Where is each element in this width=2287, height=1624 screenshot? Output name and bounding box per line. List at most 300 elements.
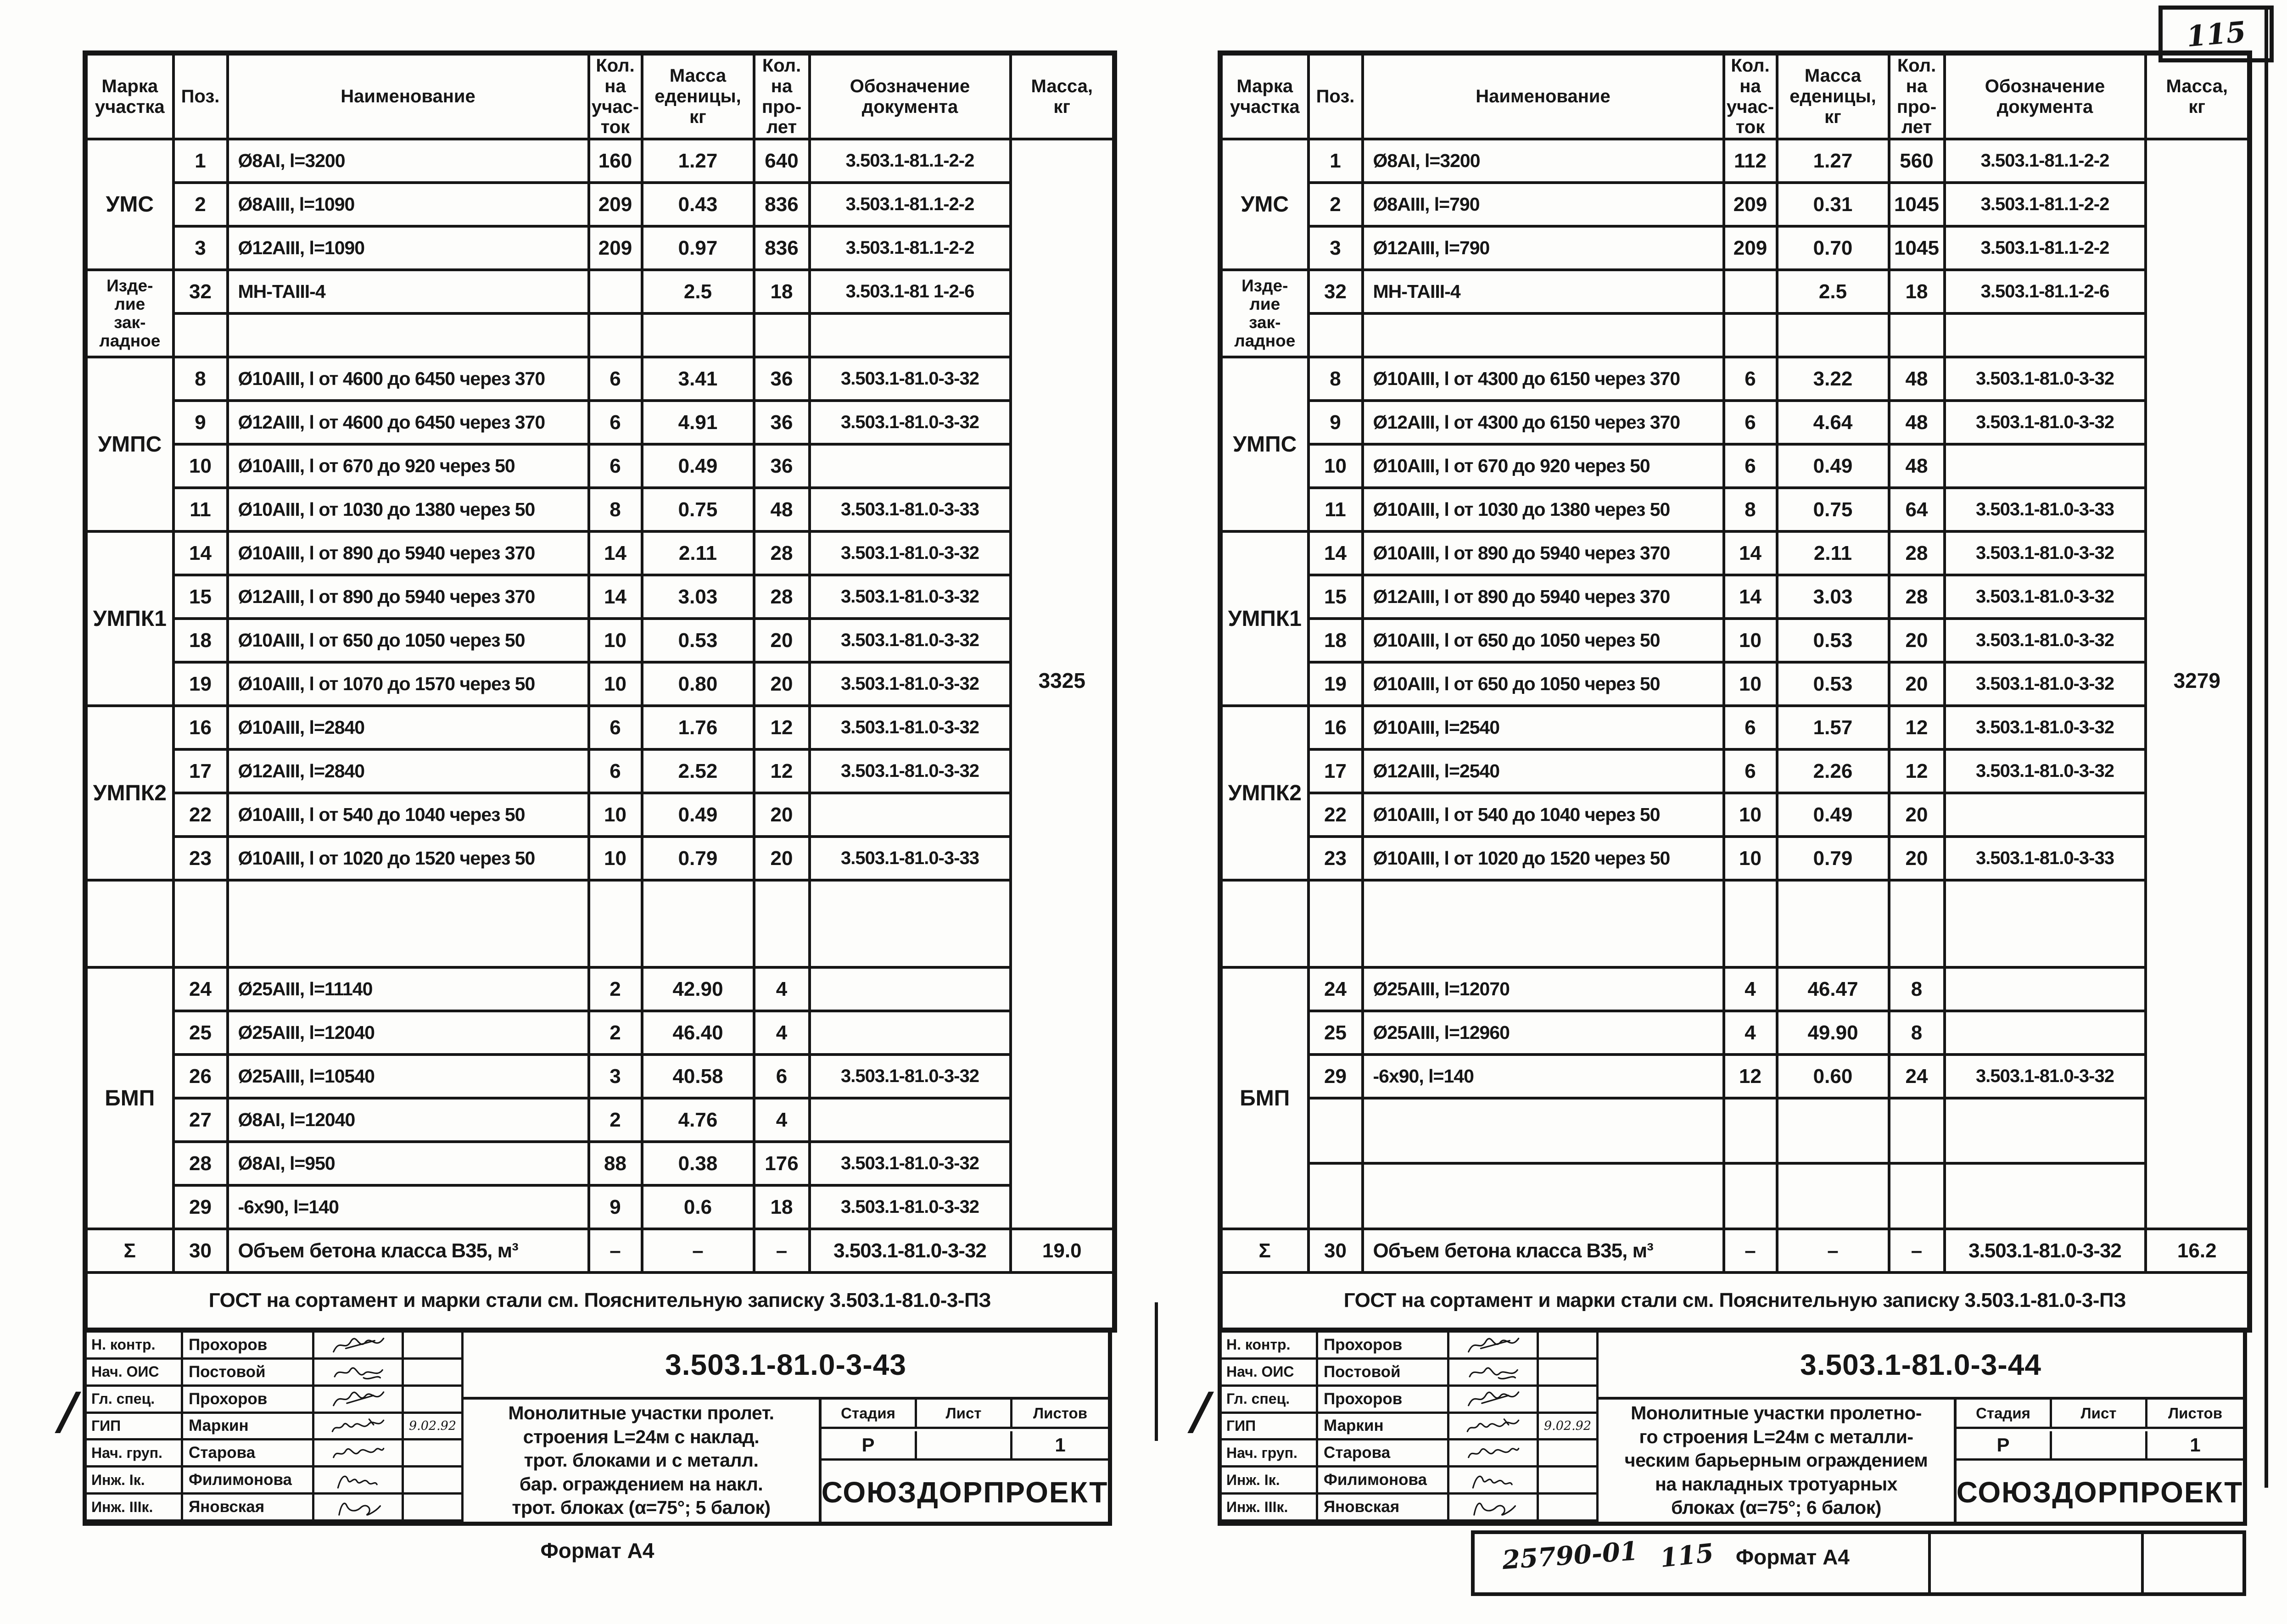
table-row — [85, 575, 1115, 619]
cell-unit-mass: 0.49 — [642, 444, 754, 488]
staff-signature-table — [1222, 1333, 1599, 1522]
cell-name: Ø25АIII, l=12040 — [228, 1011, 589, 1055]
cell: УМПК1 — [93, 606, 167, 631]
sheets-value: 1 — [1012, 1431, 1108, 1461]
signature-icon — [314, 1440, 404, 1468]
cell-unit-mass — [1777, 1163, 1889, 1229]
cell-unit-mass: 1.76 — [642, 706, 754, 749]
cell-name: МН-ТАIII-4 — [1363, 270, 1724, 313]
cell-position: 10 — [173, 444, 228, 488]
cell-position: 27 — [173, 1098, 228, 1142]
cell-qty-per-span: 48 — [1889, 357, 1945, 401]
cell-qty-per-span: 28 — [754, 575, 810, 619]
cell-document-ref: 3.503.1-81.0-3-32 — [810, 357, 1011, 401]
cell-qty-per-span: 640 — [754, 139, 810, 183]
section-mark-cell — [85, 967, 173, 1229]
cell-unit-mass: 4.64 — [1777, 401, 1889, 444]
signature-icon — [1449, 1333, 1539, 1360]
cell-document-ref — [1945, 880, 2146, 967]
cell-name: Ø10АIII, l от 4600 до 6450 через 370 — [228, 357, 589, 401]
cell: учас- — [1726, 96, 1774, 117]
table-row — [1220, 706, 2250, 749]
cell-qty-per-section: – — [1724, 1229, 1777, 1272]
table-row — [1220, 1011, 2250, 1055]
cell-qty-per-span: 18 — [1889, 270, 1945, 313]
cell-qty-per-section: 6 — [1724, 749, 1777, 793]
cell-unit-mass — [1777, 1098, 1889, 1163]
cell-position: 3 — [173, 226, 228, 270]
cell-position: 32 — [1308, 270, 1363, 313]
cell-name: Ø12АIII, l=790 — [1363, 226, 1724, 270]
cell-document-ref: 3.503.1-81.1-2-2 — [1945, 226, 2146, 270]
cell-position: 24 — [1308, 967, 1363, 1011]
cell-qty-per-span: 48 — [1889, 444, 1945, 488]
table-row — [1220, 619, 2250, 662]
cell-position: 29 — [173, 1185, 228, 1229]
cell-qty-per-span: 12 — [1889, 706, 1945, 749]
signature-icon — [1449, 1440, 1539, 1468]
stage-sheet-block — [822, 1400, 1108, 1522]
cell-name: Ø10АIII, l от 1070 до 1570 через 50 — [228, 662, 589, 706]
cell: БМП — [105, 1086, 155, 1111]
cell: УМС — [106, 192, 154, 217]
table-row — [85, 313, 1115, 357]
cell: кг — [1053, 96, 1071, 117]
cell-name: Ø10АIII, l от 890 до 5940 через 370 — [1363, 531, 1724, 575]
cell-qty-per-span: 36 — [754, 401, 810, 444]
cell: Наименование — [1476, 86, 1610, 107]
cell-unit-mass: 49.90 — [1777, 1011, 1889, 1055]
cell-position: 8 — [1308, 357, 1363, 401]
table-row — [1220, 444, 2250, 488]
cell-position: 16 — [1308, 706, 1363, 749]
cell: УМПК1 — [1228, 606, 1302, 631]
cell-qty-per-section — [589, 313, 642, 357]
cell-qty-per-span: 20 — [754, 837, 810, 880]
cell-document-ref: 3.503.1-81.0-3-32 — [1945, 531, 2146, 575]
signature-icon — [314, 1360, 404, 1387]
cell: Обозначение — [1985, 76, 2105, 96]
cell-position: 15 — [1308, 575, 1363, 619]
cell-qty-per-span: 4 — [754, 1098, 810, 1142]
cell-qty-per-span: 18 — [754, 1185, 810, 1229]
column-header — [1011, 53, 1115, 140]
cell: ладное — [99, 331, 161, 351]
cell-qty-per-span: 48 — [754, 488, 810, 531]
cell-document-ref: 3.503.1-81.0-3-32 — [1945, 575, 2146, 619]
cell-position: 3 — [1308, 226, 1363, 270]
cell-unit-mass: 0.60 — [1777, 1055, 1889, 1098]
cell-document-ref: 3.503.1-81 1-2-6 — [810, 270, 1011, 313]
cell: БМП — [1240, 1086, 1290, 1111]
cell-name: Ø10АIII, l от 650 до 1050 через 50 — [228, 619, 589, 662]
stage-label: Стадия — [822, 1400, 917, 1429]
staff-name: Филимонова — [1318, 1468, 1449, 1495]
cell-unit-mass — [1777, 313, 1889, 357]
cell-document-ref: 3.503.1-81.0-3-32 — [810, 706, 1011, 749]
cell-unit-mass: 2.11 — [642, 531, 754, 575]
cell-qty-per-span: 28 — [754, 531, 810, 575]
signature-date — [1539, 1333, 1599, 1360]
cell-name: Ø10АIII, l от 1030 до 1380 через 50 — [1363, 488, 1724, 531]
section-total-mass: 3325 — [1038, 669, 1085, 693]
cell-name: Ø25АIII, l=10540 — [228, 1055, 589, 1098]
gost-note: ГОСТ на сортамент и марки стали см. Пояснительную записку 3.503.1-81.0-3-ПЗ — [1220, 1272, 2250, 1330]
cell: Масса — [669, 66, 727, 86]
cell-document-ref: 3.503.1-81.0-3-32 — [810, 531, 1011, 575]
cell-name: -6х90, l=140 — [228, 1185, 589, 1229]
sheet-value — [2052, 1431, 2147, 1461]
staff-name: Прохоров — [183, 1333, 314, 1360]
cell-qty-per-section — [1724, 313, 1777, 357]
cell-qty-per-span: 28 — [1889, 531, 1945, 575]
gost-note-row — [1220, 1272, 2250, 1330]
table-row — [85, 183, 1115, 226]
staff-role: Инж. Iк. — [87, 1468, 183, 1495]
table-row — [1220, 183, 2250, 226]
cell: лие — [114, 295, 145, 314]
signature-icon — [314, 1495, 404, 1522]
cell-qty-per-span: 20 — [1889, 837, 1945, 880]
cell-unit-mass: 4.76 — [642, 1098, 754, 1142]
cell: Масса — [1804, 66, 1862, 86]
cell-position — [173, 313, 228, 357]
cell-qty-per-section: 10 — [1724, 793, 1777, 837]
cell-unit-mass: 0.97 — [642, 226, 754, 270]
handwritten-order-number: 25790-01 — [1501, 1535, 1639, 1576]
section-mark-cell — [1220, 270, 1308, 357]
table-row — [85, 706, 1115, 749]
cell: кг — [1824, 106, 1841, 127]
cell: еденицы, — [1789, 86, 1876, 107]
cell: Кол. — [762, 56, 801, 76]
staff-role: ГИП — [87, 1414, 183, 1441]
staff-role: Инж. IIIк. — [87, 1495, 183, 1522]
spec-table — [1218, 50, 2252, 1333]
sum-symbol: Σ — [1220, 1229, 1308, 1272]
cell: ладное — [1234, 331, 1296, 351]
cell: учас- — [591, 96, 639, 117]
cell: лет — [766, 117, 797, 138]
cell-position: 2 — [173, 183, 228, 226]
cell: Поз. — [1316, 86, 1355, 107]
column-header — [642, 53, 754, 140]
cell-unit-mass: 2.52 — [642, 749, 754, 793]
cell-position: 18 — [1308, 619, 1363, 662]
cell-document-ref: 3.503.1-81.0-3-32 — [810, 575, 1011, 619]
table-row — [1220, 1163, 2250, 1229]
signature-icon — [314, 1468, 404, 1495]
cell-name: -6х90, l=140 — [1363, 1055, 1724, 1098]
cell-qty-per-section: 209 — [1724, 226, 1777, 270]
cell: УМПС — [98, 432, 162, 457]
title-line: ческим барьерным ограждением — [1624, 1450, 1928, 1471]
column-header — [1945, 53, 2146, 140]
cell-unit-mass: 3.03 — [1777, 575, 1889, 619]
cell-document-ref: 3.503.1-81.1-2-2 — [1945, 139, 2146, 183]
table-row — [1220, 357, 2250, 401]
cell-qty-per-section: 8 — [589, 488, 642, 531]
cell-unit-mass: 40.58 — [642, 1055, 754, 1098]
cell-position: 11 — [173, 488, 228, 531]
staff-name: Яновская — [183, 1495, 314, 1522]
cell-name: Ø8АI, l=950 — [228, 1142, 589, 1185]
cell-name: Ø10АIII, l от 540 до 1040 через 50 — [228, 793, 589, 837]
cell-qty-per-span: 28 — [1889, 575, 1945, 619]
sum-row — [1220, 1229, 2250, 1272]
cell-unit-mass: 0.70 — [1777, 226, 1889, 270]
cell-qty-per-span: 4 — [754, 967, 810, 1011]
sheet-value — [917, 1431, 1012, 1461]
staff-name: Постовой — [1318, 1360, 1449, 1387]
section-mark-cell — [1220, 139, 1308, 270]
cell-qty-per-section: 2 — [589, 1011, 642, 1055]
cell: Марка — [1236, 76, 1293, 96]
cell-qty-per-section — [1724, 1098, 1777, 1163]
cell-document-ref — [1945, 313, 2146, 357]
cell-qty-per-section: 10 — [1724, 837, 1777, 880]
section-mark-cell — [1220, 357, 1308, 531]
table-row — [85, 139, 1115, 183]
cell-unit-mass: 0.49 — [642, 793, 754, 837]
sheets-label: Листов — [2147, 1400, 2243, 1429]
title-line: Монолитные участки пролетно- — [1631, 1402, 1922, 1423]
table-row — [85, 837, 1115, 880]
cell-qty-per-section: 88 — [589, 1142, 642, 1185]
title-line: на накладных тротуарных — [1655, 1473, 1897, 1495]
table-row — [1220, 575, 2250, 619]
cell-document-ref: 3.503.1-81.0-3-32 — [1945, 619, 2146, 662]
cell-document-ref — [1945, 793, 2146, 837]
cell-position: 23 — [1308, 837, 1363, 880]
footer-strip — [1471, 1530, 2246, 1596]
cell-qty-per-section: 10 — [589, 793, 642, 837]
cell-unit-mass: 2.5 — [642, 270, 754, 313]
cell-document-ref: 3.503.1-81.0-3-32 — [810, 619, 1011, 662]
cell-unit-mass: 46.40 — [642, 1011, 754, 1055]
cell-qty-per-span: 20 — [1889, 662, 1945, 706]
staff-role: Н. контр. — [87, 1333, 183, 1360]
cell-qty-per-span: 560 — [1889, 139, 1945, 183]
signature-date — [1539, 1387, 1599, 1414]
cell-position — [1308, 880, 1363, 967]
sheets-value: 1 — [2147, 1431, 2243, 1461]
staff-role: ГИП — [1222, 1414, 1318, 1441]
section-mark-cell — [85, 139, 173, 270]
cell-name: Ø10АIII, l от 650 до 1050 через 50 — [1363, 619, 1724, 662]
cell-name — [228, 880, 589, 967]
cell-qty-per-span: 8 — [1889, 1011, 1945, 1055]
signature-date — [1539, 1360, 1599, 1387]
table-row — [1220, 880, 2250, 967]
signature-icon — [314, 1414, 404, 1441]
cell-name: Ø12АIII, l от 890 до 5940 через 370 — [1363, 575, 1724, 619]
cell: зак- — [1249, 313, 1281, 332]
cell: УМПК2 — [93, 781, 167, 805]
cell-document-ref — [810, 313, 1011, 357]
cell-qty-per-span: 176 — [754, 1142, 810, 1185]
cell-position: 26 — [173, 1055, 228, 1098]
cell-document-ref: 3.503.1-81.0-3-32 — [1945, 1229, 2146, 1272]
cell-qty-per-span — [1889, 1163, 1945, 1229]
cell-name: Ø12АIII, l=2840 — [228, 749, 589, 793]
sheet-label: Лист — [917, 1400, 1012, 1429]
cell: Марка — [101, 76, 158, 96]
sheet-right — [1218, 0, 2247, 1624]
table-row — [85, 1011, 1115, 1055]
cell: лие — [1249, 295, 1280, 314]
title-line: трот. блоках (α=75°; 5 балок) — [512, 1497, 771, 1518]
staff-name: Маркин — [183, 1414, 314, 1441]
cell-qty-per-section: 3 — [589, 1055, 642, 1098]
cell: документа — [861, 96, 958, 117]
table-row — [85, 1098, 1115, 1142]
cell-name: Ø10АIII, l от 670 до 920 через 50 — [1363, 444, 1724, 488]
cell: кг — [689, 106, 706, 127]
cell-unit-mass: 1.27 — [1777, 139, 1889, 183]
cell-document-ref: 3.503.1-81.0-3-32 — [810, 1185, 1011, 1229]
cell: Наименование — [341, 86, 475, 107]
cell-unit-mass: 2.26 — [1777, 749, 1889, 793]
cell-position: 30 — [173, 1229, 228, 1272]
format-note: Формат А4 — [540, 1539, 654, 1563]
column-header — [85, 53, 173, 140]
stage-label: Стадия — [1957, 1400, 2052, 1429]
cell-qty-per-span: 1045 — [1889, 226, 1945, 270]
table-row — [85, 270, 1115, 313]
cell-unit-mass: 46.47 — [1777, 967, 1889, 1011]
cell-qty-per-span: – — [754, 1229, 810, 1272]
cell: кг — [2188, 96, 2206, 117]
cell-name: Ø8АIII, l=790 — [1363, 183, 1724, 226]
cell-document-ref — [810, 1098, 1011, 1142]
cell-name: Ø10АIII, l от 540 до 1040 через 50 — [1363, 793, 1724, 837]
cell-document-ref: 3.503.1-81.1-2-6 — [1945, 270, 2146, 313]
staff-name: Старова — [183, 1440, 314, 1468]
cell-unit-mass — [642, 313, 754, 357]
cell-document-ref — [810, 793, 1011, 837]
staff-role: Гл. спец. — [87, 1387, 183, 1414]
cell-document-ref: 3.503.1-81.0-3-33 — [810, 837, 1011, 880]
cell-unit-mass: 0.49 — [1777, 444, 1889, 488]
table-row — [85, 531, 1115, 575]
gost-note-row — [85, 1272, 1115, 1330]
cell-unit-mass: 2.5 — [1777, 270, 1889, 313]
cell-unit-mass: 0.31 — [1777, 183, 1889, 226]
cell-unit-mass: 3.22 — [1777, 357, 1889, 401]
stage-value: Р — [822, 1431, 917, 1461]
cell: зак- — [114, 313, 146, 332]
cell: Изде- — [106, 276, 153, 296]
cell-position: 10 — [1308, 444, 1363, 488]
cell: на — [1739, 76, 1761, 96]
cell-unit-mass: 0.75 — [1777, 488, 1889, 531]
cell-name — [1363, 313, 1724, 357]
cell-qty-per-section: 10 — [589, 837, 642, 880]
cell-unit-mass: – — [1777, 1229, 1889, 1272]
cell-qty-per-section: 6 — [589, 749, 642, 793]
cell-document-ref: 3.503.1-81.0-3-32 — [1945, 1055, 2146, 1098]
cell-qty-per-span: 836 — [754, 226, 810, 270]
table-row — [1220, 837, 2250, 880]
cell-qty-per-span: 36 — [754, 357, 810, 401]
cell-position: 16 — [173, 706, 228, 749]
cell: УМПС — [1233, 432, 1297, 457]
cell-document-ref: 3.503.1-81.0-3-32 — [1945, 662, 2146, 706]
handwritten-page-number: 115 — [1658, 1538, 1716, 1574]
cell: Масса, — [2166, 76, 2228, 96]
cell-position: 22 — [173, 793, 228, 837]
column-header — [1308, 53, 1363, 140]
table-row — [85, 880, 1115, 967]
signature-date — [404, 1333, 464, 1360]
cell: на — [604, 76, 626, 96]
cell-name: Ø10АIII, l от 650 до 1050 через 50 — [1363, 662, 1724, 706]
staff-role: Нач. груп. — [87, 1440, 183, 1468]
table-row — [85, 1185, 1115, 1229]
cell-qty-per-section — [589, 270, 642, 313]
section-mark-cell — [1220, 706, 1308, 880]
cell: ток — [600, 117, 630, 138]
cell-position: 1 — [173, 139, 228, 183]
cell-qty-per-section: 14 — [1724, 531, 1777, 575]
sum-symbol: Σ — [85, 1229, 173, 1272]
cell-position: 2 — [1308, 183, 1363, 226]
cell-document-ref — [1945, 1163, 2146, 1229]
cell-qty-per-section: 6 — [1724, 357, 1777, 401]
cell-name: Ø10АIII, l от 670 до 920 через 50 — [228, 444, 589, 488]
cell-document-ref: 3.503.1-81.0-3-32 — [810, 749, 1011, 793]
table-row — [1220, 967, 2250, 1011]
table-row — [85, 226, 1115, 270]
column-header — [589, 53, 642, 140]
cell-position: 32 — [173, 270, 228, 313]
section-mark-cell — [1220, 880, 1308, 967]
signature-icon — [1449, 1360, 1539, 1387]
staff-role: Нач. ОИС — [87, 1360, 183, 1387]
cell-name — [228, 313, 589, 357]
column-header — [228, 53, 589, 140]
table-row — [1220, 793, 2250, 837]
cell-qty-per-section: 6 — [1724, 706, 1777, 749]
signature-date — [404, 1468, 464, 1495]
cell-qty-per-span: 6 — [754, 1055, 810, 1098]
cell-document-ref: 3.503.1-81.1-2-2 — [810, 226, 1011, 270]
organization-name: СОЮЗДОРПРОЕКТ — [1956, 1476, 2243, 1509]
cell-document-ref: 3.503.1-81.1-2-2 — [1945, 183, 2146, 226]
cell-document-ref: 3.503.1-81.0-3-32 — [810, 1055, 1011, 1098]
cell-name: Ø8АI, l=3200 — [228, 139, 589, 183]
title-line: бар. ограждением на накл. — [519, 1473, 763, 1495]
cell-qty-per-span: 18 — [754, 270, 810, 313]
cell-name: Ø12АIII, l=2540 — [1363, 749, 1724, 793]
cell-document-ref: 3.503.1-81.0-3-32 — [810, 662, 1011, 706]
cell-qty-per-span: 836 — [754, 183, 810, 226]
cell-qty-per-section: 2 — [589, 1098, 642, 1142]
mass-column-cell — [2146, 139, 2250, 1229]
cell-unit-mass — [1777, 880, 1889, 967]
cell-qty-per-section: 14 — [589, 531, 642, 575]
cell-qty-per-span — [1889, 313, 1945, 357]
signature-date: 9.02.92 — [1539, 1414, 1599, 1441]
cell-total-mass: 19.0 — [1011, 1229, 1115, 1272]
cell-unit-mass: 3.03 — [642, 575, 754, 619]
cell-name — [1363, 1163, 1724, 1229]
footer-divider — [2141, 1534, 2144, 1592]
cell: на — [771, 76, 793, 96]
cell-unit-mass: 4.91 — [642, 401, 754, 444]
cell: на — [1906, 76, 1928, 96]
